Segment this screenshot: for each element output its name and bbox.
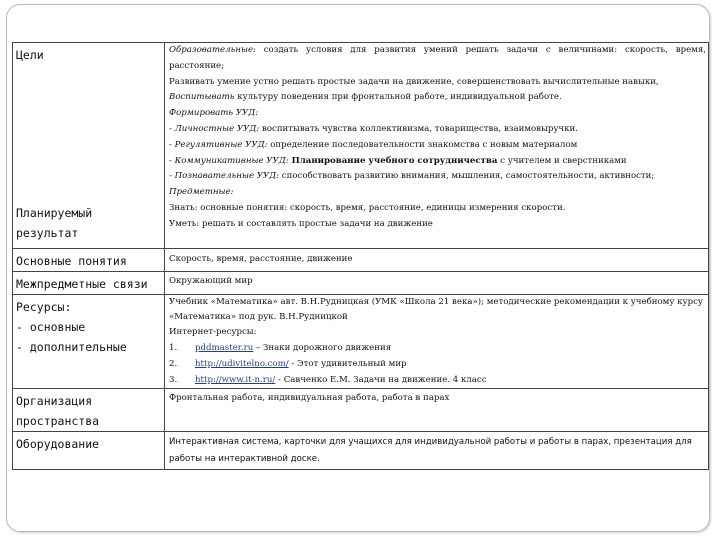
upbring-goal [165, 90, 708, 106]
resource-link-desc: – Знаки дорожного движения [253, 343, 392, 353]
cognitive-uud [165, 169, 708, 185]
edu-goal-label: Образовательные: [169, 45, 256, 55]
communicative-uud-text: с учителем и сверстниками [497, 155, 627, 166]
personal-uud [165, 122, 708, 138]
resource-link-it-n[interactable]: http://www.it-n.ru/ [195, 375, 276, 385]
resource-link-udivitelno[interactable]: http://udivitelno.com/ [195, 359, 289, 369]
resources-main-text: Учебник «Математика» авт. В.Н.Рудницкая (УМК «Школа 21 века»); методические рекомендации к учебному курсу «Математика» под рук. В.Н.Рудницкой [169, 297, 703, 322]
space-label [13, 389, 164, 431]
equipment-label: Оборудование [16, 437, 100, 451]
resources-label [13, 295, 164, 357]
space-label-line1: Организация [16, 394, 93, 408]
resource-link-item [165, 340, 708, 356]
resource-link-pddmaster[interactable]: pddmaster.ru [195, 343, 254, 353]
resource-link-number: 3. [169, 375, 178, 385]
resources-row [13, 295, 709, 389]
resource-link-item [165, 356, 708, 372]
edu-goal-text: создать условия для развития умений решать задачи с величинами: скорость, время, расстояние; [169, 45, 706, 71]
edu-goal [165, 43, 708, 75]
communicative-uud-label: - Коммуникативные УУД: [169, 155, 289, 166]
concepts-row [13, 249, 709, 272]
cognitive-uud-text: способствовать развитию внимания, мышления, самостоятельности, активности; [279, 171, 655, 182]
upbring-text: культуру поведения при фронтальной работе, индивидуальной работе. [234, 92, 562, 103]
goals-result-row [13, 43, 709, 249]
interdisc-text: Окружающий мир [169, 276, 253, 286]
upbring-label: Воспитывать [169, 92, 235, 103]
communicative-uud-bold: Планирование учебного сотрудничества [288, 155, 498, 166]
goals-result-label-cell [13, 43, 165, 249]
resource-link-desc: - Савченко Е.М. Задачи на движение. 4 класс [275, 375, 487, 385]
subject-results-label: Предметные: [169, 187, 234, 198]
interdisc-label: Межпредметные связи [16, 277, 148, 291]
internet-resources-label: Интернет-ресурсы: [169, 327, 257, 337]
equipment-text: Интерактивная система, карточки для учащихся для индивидуальной работы и работы в парах, презентация для работы на интерактивной доске. [169, 437, 692, 464]
space-row [13, 389, 709, 432]
resources-label-basic: - основные [16, 320, 86, 334]
resource-link-desc: - Этот удивительный мир [288, 359, 407, 369]
able-result: Уметь: решать и составлять простые задачи на движение [169, 218, 433, 229]
result-label [13, 65, 164, 243]
concepts-text: Скорость, время, расстояние, движение [169, 254, 353, 264]
concepts-label: Основные понятия [16, 254, 127, 268]
regulative-uud [165, 138, 708, 154]
interdisc-row [13, 272, 709, 295]
space-text: Фронтальная работа, индивидуальная работа, работа в парах [169, 393, 450, 403]
resource-link-number: 2. [169, 359, 178, 369]
communicative-uud [165, 154, 708, 170]
know-result: Знать: основные понятия: скорость, время, расстояние, единицы измерения скорости. [169, 202, 566, 213]
equipment-row [13, 432, 709, 470]
result-label-line1: Планируемый [16, 206, 93, 220]
resource-link-number: 1. [169, 343, 178, 353]
space-label-line2: пространства [16, 414, 100, 428]
goals-result-content-cell [165, 43, 709, 249]
result-label-line2: результат [16, 226, 79, 240]
develop-goal: Развивать умение устно решать простые задачи на движение, совершенствовать вычислительные навыки, [169, 76, 659, 87]
cognitive-uud-label: - Познавательные УУД: [169, 171, 280, 182]
resources-label-main: Ресурсы: [16, 300, 72, 314]
resource-link-item [165, 372, 708, 388]
personal-uud-text: воспитывать чувства коллективизма, товарищества, взаимовыручки. [259, 123, 578, 134]
personal-uud-label: - Личностные УУД: [169, 123, 260, 134]
regulative-uud-label: - Регулятивные УУД: [169, 139, 268, 150]
goals-label: Цели [16, 48, 44, 62]
resources-label-extra: - дополнительные [16, 340, 127, 354]
regulative-uud-text: определение последовательности знакомства с новым материалом [267, 139, 578, 150]
lesson-plan-table [12, 42, 709, 470]
uud-heading: Формировать УУД: [169, 108, 259, 119]
